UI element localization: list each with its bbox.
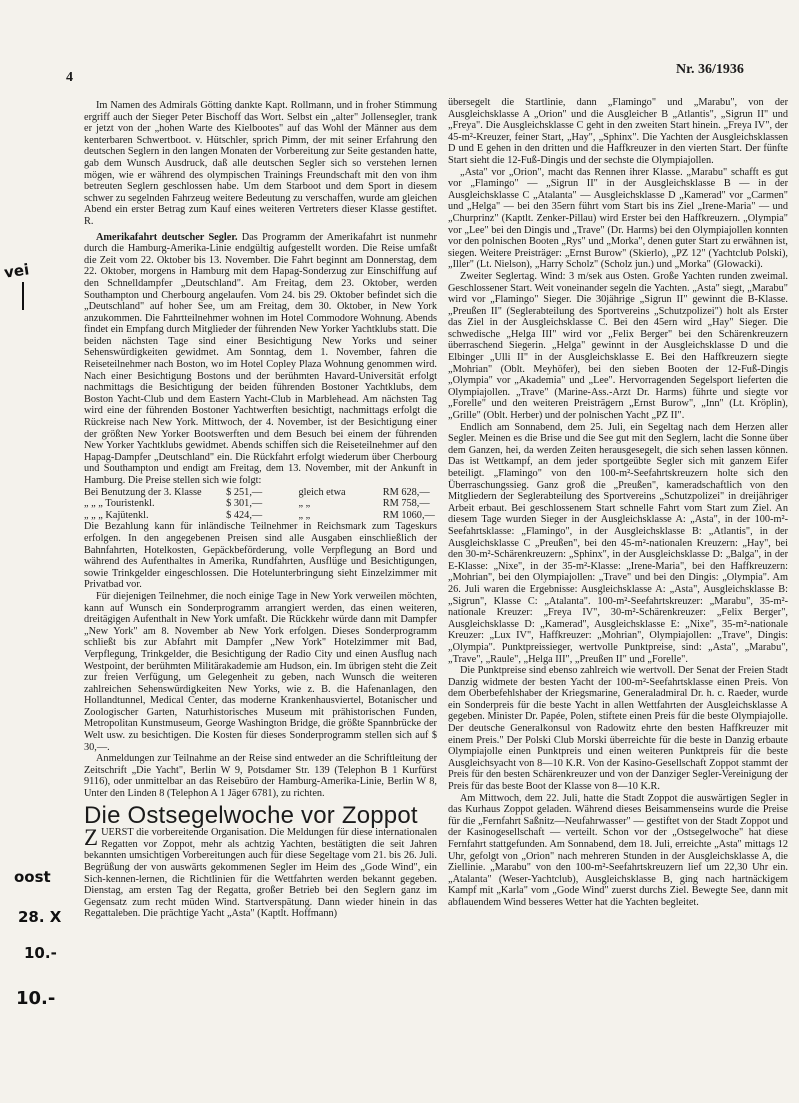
price-rm: RM 628,— (382, 486, 430, 498)
drop-cap: Z (84, 825, 99, 851)
paragraph-mittwoch: Am Mittwoch, dem 22. Juli, hatte die Stadt Zoppot die auswärtigen Segler in das Kurhaus Zoppot geladen. Während dieses Beisammenseins wurde die Preise für die „Fernfahrt Saßnitz—Neufahrwasser" — gestiftet von der Stadt Zoppot und der Kasinogesellschaft — verteilt. Schon vor der „Ostsegelwoche" hat diese Fernfahrt stattgefunden. Am Sonnabend, dem 18. Juli, erreichte „Asta" mittags 12 Uhr, gefolgt von „Orion" nach mehreren Stunden in der Ausgleichsklasse A, die Ziellinie. „Marabu" von den 100-m²-Seefahrtskreuzern lief um 22,30 Uhr ein. „Atalanta" (Weser-Yachtclub), Ausgleichsklasse B, ging nach hartnäckigem Kampf mit „Karla" vom „Gode Wind" zuerst durchs Ziel. Bewegte See, dann mit abflauendem Wind besseres Wetter hat die Yachten begleitet. (448, 792, 788, 908)
price-table (84, 487, 437, 522)
paragraph-sonnabend: Endlich am Sonnabend, dem 25. Juli, ein Segeltag nach dem Herzen aller Segler. Meinen es die Brise und die See gut mit den Seglern, lacht die Sonne über dem Ganzen, hei, da werden Zeiten herausgesegelt, die sich sehen lassen können. Das ist Wettkampf, an dem jeder sportgeübte Segler sich mit ganzem Eifer beteiligt. „Flamingo" von den 100-m²-Seefahrtskreuzern holte sich den Überraschungssieg. Ganz groß die „Preußen", kameradschaftlich von den Mitgliedern der Seglerabteilung des Sportvereins „Schutzpolizei" in dreijähriger Arbeit erbaut. Bei geschlossenem Start schnelle Fahrt vom Start zum Ziel. An diesem Tage wurden Sieger in der Ausgleichsklasse A: „Asta", in der 100-m²-Seefahrtsklasse: „Flamingo", in der Ausgleichsklasse B: „Atlantis", in der Ausgleichsklasse C „Preußen", bei den 45-m²-nationalen Kreuzern: „Hay", bei den 30-m²-Schärenkreuzern: „Sphinx", in der Ausgleichsklasse D: „Balga", in der E-Klasse: „Nixe", in der 35-m²-Klasse: „Irene-Maria", bei den Haffkreuzern: „Mohrian", bei den Olympiajollen: „Trave" und bei den Dingis: „Olympia". Am 26. Juli waren die Ergebnisse: Ausgleichsklasse A: „Asta", Ausgleichsklasse B: „Sigrun", Klasse C: „Atalanta". 100-m²-Seefahrtskreuzer: „Marabu", 35-m²-nationale Kreuzer: „Freya IV", 30-m²-Schärenkreuzer: „Felix Berger", Ausgleichsklasse D: „Kamerad", Ausgleichsklasse E: „Nixe", 35-m²-nationale Kreuzer: „Lux IV", Haffkreuzer: „Mohrian", Olympiajollen: „Trave", Dingis: „Olympia". Punktpreissieger, wertvolle Punktpreise, sind: „Asta", „Marabu", „Trave", „Raule", „Helga III", „Preußen II" und „Forelle". (448, 421, 788, 665)
paragraph-second-day: Zweiter Seglertag. Wind: 3 m/sek aus Osten. Große Yachten runden zweimal. Geschlossener Start. Weit voneinander segeln die Yachten. „Asta" siegt, „Marabu" wird vor „Flamingo" Sieger. Die 30jährige „Sigrun II" gewinnt die B-Klasse. „Preußen II" (Seglerabteilung des Sportvereins „Schutzpolizei") holt als Erster das Ziel in der Ausgleichsklasse C. Bei den 45ern wird „Hay" Sieger. Die schwedische „Helga III" wird vor „Felix Berger" bei den Schärenkreuzern überraschend Siegerin. „Helga" gewinnt in der Ausgleichsklasse D und die Elbinger „Ulli II" in der Ausgleichsklasse E. Bei den Haffkreuzern siegte „Mohrian" (Oblt. Meyhöfer), bei den sieben Booten der 12-Fuß-Dingis „Olympia" vor „Akademia" und „Lee". Hervorragenden Segelsport lieferten die Olympiajollen. „Trave" (Marine-Ass.-Arzt Dr. Harms) führte und siegte vor „Forelle" und den weiteren Preisträgern „Ernst Burow", „Inn" (Lt. Kröplin), „Grille" (Oblt. Herber) und der polnischen Yacht „PZ II". (448, 270, 788, 422)
paragraph-ostsegelwoche (84, 827, 437, 920)
amerikafahrt-text: Das Programm der Amerikafahrt ist nunmehr durch die Hamburg-Amerika-Linie endgültig aufgestellt worden. Die Reise umfaßt die Zeit vom 22. Oktober bis 13. November. Die Fahrt beginnt am Donnerstag, dem 22. Oktober, morgens in Hamburg mit dem Hapag-Sonderzug zur Einschiffung auf den Schnelldampfer „Deutschland". Am Freitag, dem 23. Oktober, werden Southampton und Cherbourg angelaufen. Vom 24. bis 29. Oktober befindet sich die „Deutschland" auf hoher See, um am Freitag, dem 30. Oktober, in New York anzukommen. Die Fahrtteilnehmer wohnen im Hotel Commodore Wohnung. Abends findet ein Empfang durch Mitglieder der führenden New Yorker Yachtklubs statt. Die beiden nächsten Tage sind einer Besichtigung New Yorks und seiner Sehenswürdigkeiten gewidmet. Am Sonntag, dem 1. November, fahren die Reiseteilnehmer nach Boston, wo im Hotel Copley Plaza Wohnung genommen wird. Nach einer Besichtigung Bostons und der berühmten Havard-Universität erfolgt nachmittags die Besichtigung der beiden führenden Bostoner Yachtklubs, dem Boston Yacht-Club und dem Eastern Yacht-Club in Marblehead. Am nächsten Tag wird eine der führenden Bostoner Yachtwerften besichtigt, nachmittags erfolgt die Rückreise nach New York. Mittwoch, der 4. November, ist der Besichtigung einer der größten New Yorker Bootswerften und dem Besuch bei einem der führenden New Yorker Yachtklubs gewidmet. Abends schiffen sich die Reiseteilnehmer auf den Hapag-Dampfer „Deutschland" ein. Die Rückfahrt erfolgt wiederum über Cherbourg und Southampton und endigt am Freitag, dem 13. November, mit der Ankunft in Hamburg. Die Preise stellen sich wie folgt: (84, 231, 437, 486)
price-equiv: gleich etwa (298, 486, 346, 498)
price-equiv: „ „ (298, 498, 311, 510)
price-class: „ „ „ Kajütenkl. (84, 509, 149, 521)
price-dollar: $ 424,— (226, 509, 263, 521)
price-class: Bei Benutzung der 3. Klasse (84, 486, 202, 498)
price-dollar: $ 301,— (226, 498, 263, 510)
article-headline: Die Ostsegelwoche vor Zoppot (84, 801, 418, 829)
price-row (84, 510, 437, 522)
left-column (84, 100, 437, 1095)
margin-handwriting-3: 28. X (18, 908, 62, 926)
margin-handwriting-4: 10.- (24, 944, 57, 962)
paragraph-rollmann: Im Namen des Admirals Götting dankte Kapt. Rollmann, und in froher Stimmung ergriff auch der Sieger Peter Bischoff das Wort. Selbst ein „alter" Jollensegler, trank er jetzt von der „hohen Warte des Kielbootes" auf das Wohl der Männer aus dem kenterbaren Schwertboot. v. Hütschler, sprich Pimm, der mit seiner Erfahrung den deutschen Seglern in den langen Monaten der Vorbereitung zur Seite gestanden hatte, gab dem Wunsch Ausdruck, daß alle deutschen Segler sich so verstehen lernen mögen, wie er während des olympischen Trainings Freundschaft mit den von ihm betreuten Seglern geschlossen habe. Um dem Starboot und dem Sport in diesem schwer zu segelnden Fahrzeug weitere Bedeutung zu verschaffen, wurde am gleichen Abend ein erster Betrag zum Kauf eines weiteren Vertreters dieser Klasse gestiftet. R. (84, 100, 437, 227)
price-row (84, 498, 437, 510)
paragraph-sonderprogramm: Für diejenigen Teilnehmer, die noch einige Tage in New York verweilen möchten, kann auf Wunsch ein Sonderprogramm arrangiert werden, das einen weiteren, dreitägigen Aufenthalt in New York umfaßt. Die Rückkehr würde dann mit Dampfer „New York" am 8. November ab New York erfolgen. Dieses Sonderprogramm schließt bis zur Abfahrt mit Dampfer „New York" Hotelzimmer mit Bad, Verpflegung, Trinkgelder, die Besichtigung der Radio City und einen Ausflug nach Westpoint, der berühmten Militärakademie am Hudson, ein. Im übrigen steht die Zeit zur freien Verfügung, um Gelegenheit zu geben, nach Wunsch die weiteren zahlreichen Sehenswürdigkeiten New Yorks, wie z. B. die Hafenanlagen, den Hollandtunnel, Medical Center, das moderne Krankenhausviertel, Botanischer und Zoologischer Garten, Naturhistorisches Museum mit prähistorischen Funden, Metropolitan Kunstmuseum, George Washington Bridge, die größte Spannbrücke der Welt usw. zu besichtigen. Die Kosten für dieses Sonderprogramm stellen sich auf $ 30,—. (84, 590, 437, 753)
price-dollar: $ 251,— (226, 486, 263, 498)
issue-number: Nr. 36/1936 (676, 62, 744, 77)
paragraph-punktpreise: Die Punktpreise sind ebenso zahlreich wie wertvoll. Der Senat der Freien Stadt Danzig widmete der besten Yacht der 100-m²-Seefahrtsklasse einen Preis. Von dem Oberbefehlshaber der Kriegsmarine, Generaladmiral Dr. h. c. Raeder, wurde ein Sonderpreis für die beste Yacht in allen Wettfahrten der Ausgleichsklasse A gegeben. Minister Dr. Papée, Polen, stiftete einen Preis für die beste Olympiajolle. Der deutsche Generalkonsul von Radowitz ehrte den besten Haffkreuzer mit einem Preis." Der Polski Club Morski überreichte für die beste in Danzig erbaute Olympiajolle einen Punktpreis und einen weiteren Punktpreis für die beste Ausgleichsyacht von 8—10 K.R. Von der Kasino-Gesellschaft Zoppot stammt der Preis für den besten Schärenkreuzer und von der Danziger Segler-Vereinigung der Preis für das beste Boot der Klasse von 8—10 K.R. (448, 665, 788, 793)
price-equiv: „ „ (298, 509, 311, 521)
margin-handwriting-1: vei (2, 260, 31, 282)
right-column (448, 97, 788, 1095)
paragraph-bezahlung: Die Bezahlung kann für inländische Teilnehmer in Reichsmark zum Tageskurs erfolgen. In den angegebenen Preisen sind alle Ausgaben einschließlich der Bahnfahrten, Hotelkosten, Gepäckbeförderung, volle Verpflegung an Bord und während des Aufenthaltes in Amerika, Rundfahrten, Ausflüge und Besichtigungen, sowie Trinkgelder eingeschlossen. Die Hotelunterbringung sieht Einzelzimmer mit Privatbad vor. (84, 521, 437, 591)
amerikafahrt-heading: Amerikafahrt deutscher Segler. (96, 231, 238, 243)
page-number: 4 (66, 70, 73, 85)
paragraph-anmeldungen: Anmeldungen zur Teilnahme an der Reise sind entweder an die Schriftleitung der Zeitschrift „Die Yacht", Berlin W 9, Potsdamer Str. 139 (Telephon B 1 Kurfürst 9116), oder unmittelbar an das Reisebüro der Hamburg-Amerika-Linie, Berlin W 8, Unter den Linden 8 (Telephon A 1 Jäger 6781), zu richten. (84, 753, 437, 800)
paragraph-amerikafahrt (84, 232, 437, 487)
paragraph-startlinie: übersegelt die Startlinie, dann „Flamingo" und „Marabu", von der Ausgleichsklasse A „Orion" und die Ausgleicher B „Atlantis", „Sigrun II" und „Freya". Die Ausgleichsklasse C geht in den zweiten Start hinein. „Freya IV", der 45-m²-Kreuzer, feiner Start, „Hay", „Sphinx". Die Yachten der Ausgleichsklassen D und E gehen in den dritten und die Haffkreuzer in den vierten Start. Der fünfte Start sieht die 12-Fuß-Dingis und der sechste die Olympiajollen. (448, 97, 788, 166)
price-row (84, 487, 437, 499)
paragraph-first-day-results: „Asta" vor „Orion", macht das Rennen ihrer Klasse. „Marabu" schafft es gut vor „Flamingo" — „Sigrun II" in der Ausgleichsklasse B — in der Ausgleichsklasse C „Atalanta" — Ausgleichsklasse D „Kamerad" vor „Carmen" und „Helga" — bei den 35ern führt vom Start bis ins Ziel „Irene-Maria" — und „Churprinz" (Kaptlt. Zenker-Pillau) wird Erster bei den Haffkreuzern. „Olympia" vor „Lee" bei den Dingis und „Trave" (Dr. Harms) bei den Olympiajollen konnten vor den polnischen Booten „Rys" und „Morka", denen guter Start zu erwähnen ist, siegen. Weitere Preisträger: „Ernst Burow" (Skierlo), „PZ 12" (Yachtclub Polski), „Iller" (Lt. Nielson), „Harry Scholz" (Scholz jun.) und „Morka" (Glowacki). (448, 166, 788, 271)
price-rm: RM 1060,— (382, 509, 435, 521)
margin-handwriting-5: 10.- (16, 988, 56, 1009)
price-class: „ „ „ Touristenkl. (84, 498, 155, 510)
ostsegelwoche-text: UERST die vorbereitende Organisation. Die Meldungen für diese internationalen Regatten vor Zoppot, mehr als achtzig Yachten, bestätigten die seit Jahren bekannten umsichtigen Vorbereitungen auch für diese Segeltage vom 21. bis 26. Juli. Begrüßung der von auswärts gekommenen Segler im Heim des „Gode Wind", ein Sich-kennen-lernen, die Richtlinien für die Wettfahrten werden bekannt gegeben. Dienstag, am ersten Tag der Regatta, großer Betrieb bei den Seglern ganz im Gegensatz zum recht müden Wind. Startverspätung. Dann wieder hinein in das Regattaleben. Die prächtige Yacht „Asta" (Kaptlt. Hoffmann) (84, 827, 437, 920)
margin-handwriting-bar (22, 282, 24, 310)
margin-handwriting-2: oost (14, 868, 51, 886)
price-rm: RM 758,— (382, 498, 430, 510)
